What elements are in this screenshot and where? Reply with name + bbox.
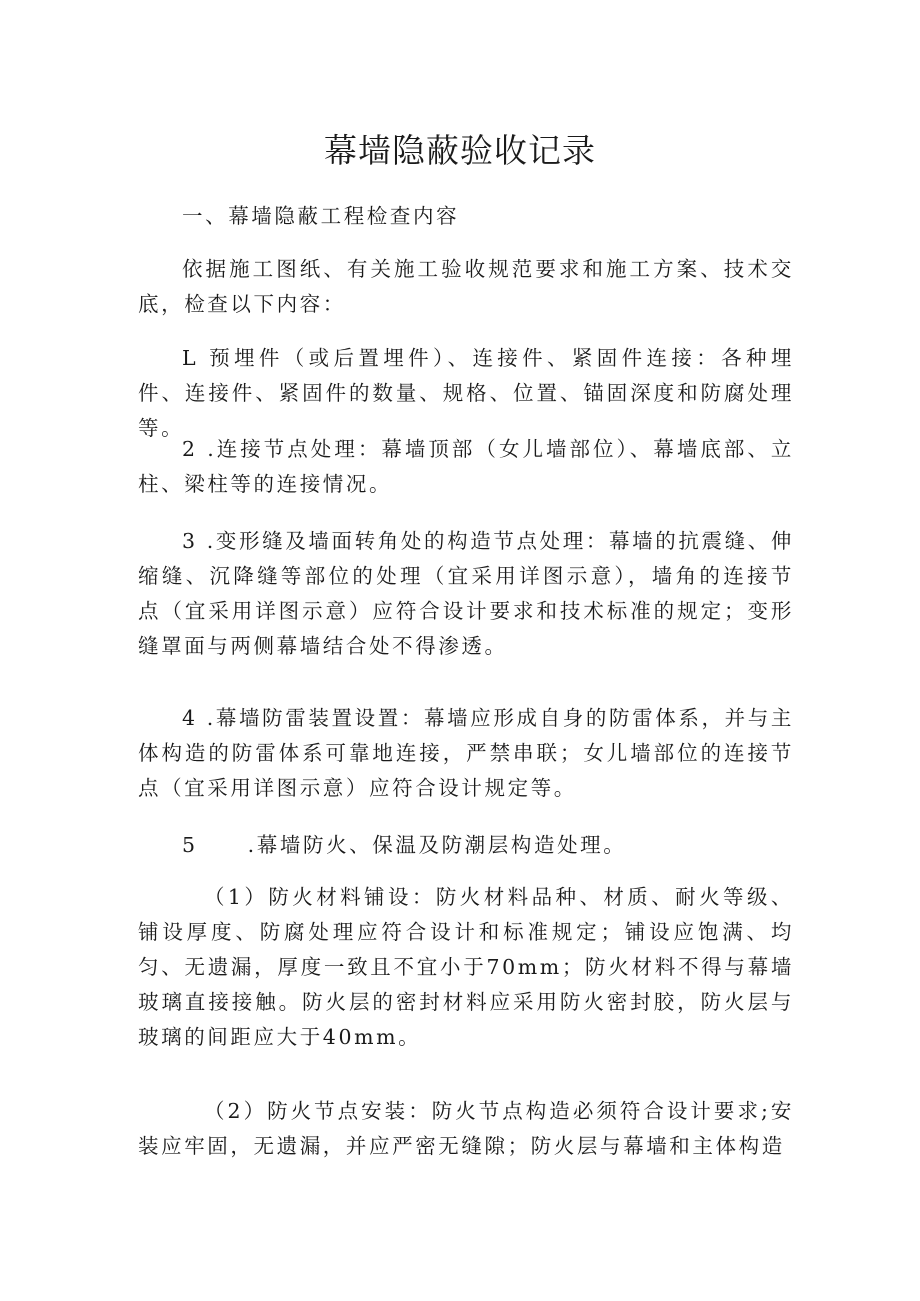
item-5-text: .幕墙防火、保温及防潮层构造处理。 <box>247 833 627 857</box>
subitem-2: （2）防火节点安装：防火节点构造必须符合设计要求;安装应牢固，无遗漏，并应严密无缝隙；防火层与幕墙和主体构造 <box>138 1099 794 1158</box>
document-title: 幕墙隐蔽验收记录 <box>324 131 596 170</box>
item-4-number: 4 <box>182 706 198 730</box>
item-4-text: .幕墙防雷装置设置：幕墙应形成自身的防雷体系，并与主体构造的防雷体系可靠地连接，严禁串联；女儿墙部位的连接节点（宜采用详图示意）应符合设计规定等。 <box>138 706 794 800</box>
section-heading: 一、幕墙隐蔽工程检查内容 <box>182 204 460 228</box>
item-4 <box>138 701 794 806</box>
item-2-number: 2 <box>182 437 198 461</box>
intro-paragraph: 依据施工图纸、有关施工验收规范要求和施工方案、技术交底，检查以下内容： <box>138 257 794 316</box>
item-2-text: .连接节点处理：幕墙顶部（女儿墙部位）、幕墙底部、立柱、梁柱等的连接情况。 <box>138 437 794 496</box>
item-3-text: .变形缝及墙面转角处的构造节点处理：幕墙的抗震缝、伸缩缝、沉降缝等部位的处理（宜采用详图示意），墙角的连接节点（宜采用详图示意）应符合设计要求和技术标准的规定；变形缝罩面与两侧幕墙结合处不得渗透。 <box>138 529 794 658</box>
item-1-number: L <box>182 346 199 370</box>
item-3-number: 3 <box>182 529 198 553</box>
item-2 <box>138 432 794 502</box>
item-1-text: 预埋件（或后置埋件）、连接件、紧固件连接：各种埋件、连接件、紧固件的数量、规格、位置、锚固深度和防腐处理等。 <box>138 346 794 440</box>
item-5 <box>138 828 794 863</box>
item-3 <box>138 524 794 664</box>
item-5-number: 5 <box>182 833 198 857</box>
subitem-1: （1）防火材料铺设：防火材料品种、材质、耐火等级、铺设厚度、防腐处理应符合设计和标准规定；铺设应饱满、均匀、无遗漏，厚度一致且不宜小于70mm；防火材料不得与幕墙玻璃直接接触。防火层的密封材料应采用防火密封胶，防火层与玻璃的间距应大于40mm。 <box>138 885 794 1049</box>
item-1 <box>138 341 794 446</box>
